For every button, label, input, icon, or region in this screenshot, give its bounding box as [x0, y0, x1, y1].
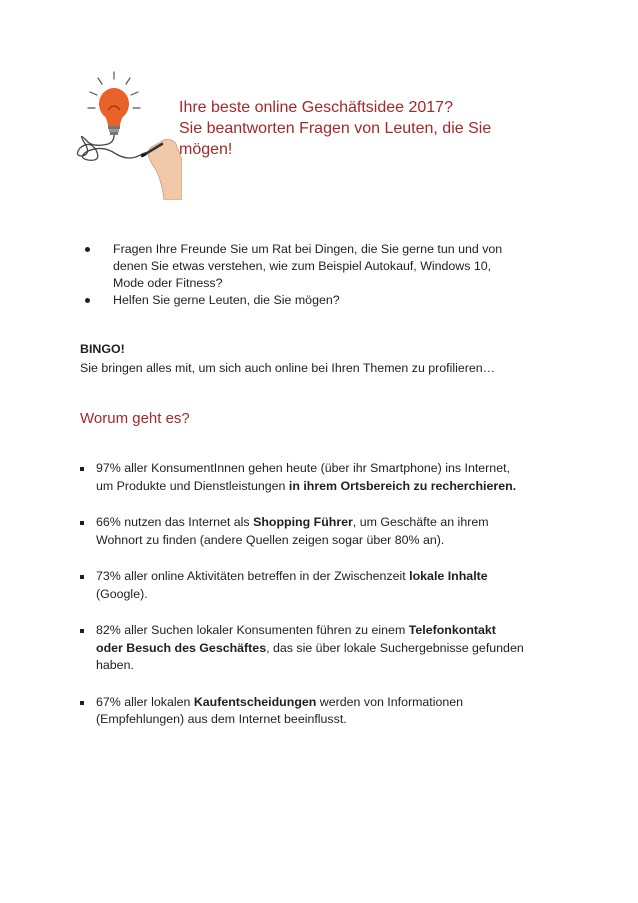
list-item: 73% aller online Aktivitäten betreffen in der Zwischenzeit lokale Inhalte (Google).	[80, 568, 570, 603]
bingo-paragraph	[80, 340, 580, 378]
list-item: 82% aller Suchen lokaler Konsumenten führen zu einem Telefonkontakt oder Besuch des Geschäftes, das sie über lokale Suchergebnisse gefunden haben.	[80, 622, 570, 675]
page-title	[179, 97, 539, 160]
bingo-text: Sie bringen alles mit, um sich auch online bei Ihren Themen zu profilieren…	[80, 361, 496, 375]
list-item: 97% aller KonsumentInnen gehen heute (über ihr Smartphone) ins Internet, um Produkte und Dienstleistungen in ihrem Ortsbereich zu recherchieren.	[80, 460, 570, 495]
list-item: 66% nutzen das Internet als Shopping Führer, um Geschäfte an ihrem Wohnort zu finden (andere Quellen zeigen sogar über 80% an).	[80, 514, 570, 549]
title-line-1: Ihre beste online Geschäftsidee 2017?	[179, 99, 453, 116]
title-line-3: mögen!	[179, 141, 233, 158]
list-item: Helfen Sie gerne Leuten, die Sie mögen?	[80, 292, 550, 309]
intro-bullet-list	[80, 241, 550, 309]
list-item: 67% aller lokalen Kaufentscheidungen werden von Informationen (Empfehlungen) aus dem Internet beeinflusst.	[80, 694, 570, 729]
section-heading: Worum geht es?	[80, 410, 190, 427]
bingo-title: BINGO!	[80, 342, 125, 356]
facts-bullet-list	[80, 460, 570, 729]
lightbulb-drawing-hand-icon	[72, 70, 182, 200]
list-item: Fragen Ihre Freunde Sie um Rat bei Dingen, die Sie gerne tun und von denen Sie etwas verstehen, wie zum Beispiel Autokauf, Windows 10, Mode oder Fitness?	[80, 241, 550, 292]
title-line-2: Sie beantworten Fragen von Leuten, die Sie	[179, 120, 492, 137]
